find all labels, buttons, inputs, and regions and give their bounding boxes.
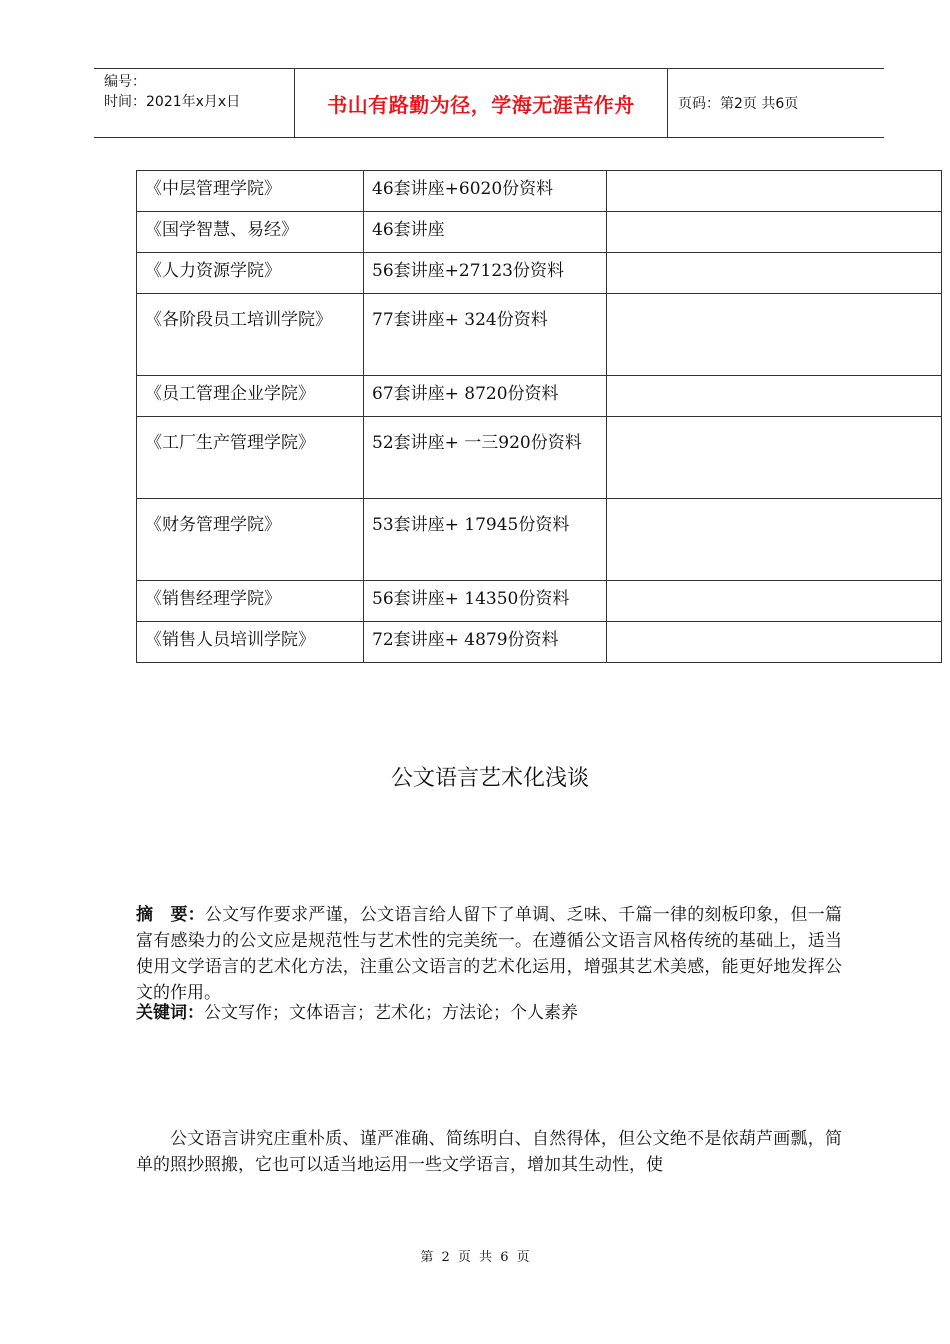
table-cell-note bbox=[607, 294, 942, 376]
keywords-label: 关键词： bbox=[136, 1003, 204, 1023]
table-cell-name: 《人力资源学院》 bbox=[137, 253, 364, 294]
table-cell-note bbox=[607, 253, 942, 294]
article-title: 公文语言艺术化浅谈 bbox=[390, 766, 589, 791]
table-cell-content: 53套讲座+ 17945份资料 bbox=[364, 499, 607, 581]
table-row bbox=[137, 376, 942, 417]
table-row bbox=[137, 171, 942, 212]
table-row bbox=[137, 417, 942, 499]
table-cell-note bbox=[607, 581, 942, 622]
table-cell-name: 《员工管理企业学院》 bbox=[137, 376, 364, 417]
table-cell-note bbox=[607, 171, 942, 212]
table-row bbox=[137, 294, 942, 376]
table-cell-name: 《工厂生产管理学院》 bbox=[137, 417, 364, 499]
document-code-label: 编号： bbox=[104, 74, 146, 90]
table-cell-content: 56套讲座+27123份资料 bbox=[364, 253, 607, 294]
table-row bbox=[137, 212, 942, 253]
table-cell-note bbox=[607, 499, 942, 581]
table-cell-note bbox=[607, 376, 942, 417]
table-cell-name: 《国学智慧、易经》 bbox=[137, 212, 364, 253]
table-cell-content: 67套讲座+ 8720份资料 bbox=[364, 376, 607, 417]
table-cell-name: 《销售经理学院》 bbox=[137, 581, 364, 622]
article-abstract bbox=[136, 902, 842, 1006]
document-time-label: 时间：2021年x月x日 bbox=[104, 94, 241, 110]
article-body-paragraph: 公文语言讲究庄重朴质、谨严准确、简练明白、自然得体，但公文绝不是依葫芦画瓢，简单的照抄照搬，它也可以适当地运用一些文学语言，增加其生动性，使 bbox=[136, 1129, 842, 1175]
keywords-text: 公文写作；文体语言；艺术化；方法论；个人素养 bbox=[204, 1003, 578, 1023]
table-cell-name: 《销售人员培训学院》 bbox=[137, 622, 364, 663]
table-cell-note bbox=[607, 417, 942, 499]
table-cell-content: 46套讲座+6020份资料 bbox=[364, 171, 607, 212]
table-cell-content: 72套讲座+ 4879份资料 bbox=[364, 622, 607, 663]
table-row bbox=[137, 499, 942, 581]
table-cell-name: 《财务管理学院》 bbox=[137, 499, 364, 581]
page-footer: 第 2 页 共 6 页 bbox=[420, 1250, 530, 1265]
table-cell-content: 77套讲座+ 324份资料 bbox=[364, 294, 607, 376]
table-cell-content: 52套讲座+ 一三920份资料 bbox=[364, 417, 607, 499]
course-table bbox=[136, 170, 942, 663]
table-cell-note bbox=[607, 622, 942, 663]
table-cell-note bbox=[607, 212, 942, 253]
header-page-number: 页码：第2页 共6页 bbox=[678, 96, 799, 112]
table-row bbox=[137, 253, 942, 294]
table-cell-name: 《各阶段员工培训学院》 bbox=[137, 294, 364, 376]
table-row bbox=[137, 622, 942, 663]
table-row bbox=[137, 581, 942, 622]
table-cell-content: 46套讲座 bbox=[364, 212, 607, 253]
header-meta bbox=[94, 69, 295, 137]
page-header bbox=[94, 68, 884, 138]
header-motto: 书山有路勤为径，学海无涯苦作舟 bbox=[295, 69, 668, 137]
abstract-text: 公文写作要求严谨，公文语言给人留下了单调、乏味、千篇一律的刻板印象，但一篇富有感染力的公文应是规范性与艺术性的完美统一。在遵循公文语言风格传统的基础上，适当使用文学语言的艺术化方法，注重公文语言的艺术化运用，增强其艺术美感，能更好地发挥公文的作用。 bbox=[136, 905, 843, 1003]
article-keywords bbox=[136, 1000, 842, 1026]
table-cell-name: 《中层管理学院》 bbox=[137, 171, 364, 212]
table-cell-content: 56套讲座+ 14350份资料 bbox=[364, 581, 607, 622]
abstract-label: 摘 要： bbox=[136, 905, 205, 925]
